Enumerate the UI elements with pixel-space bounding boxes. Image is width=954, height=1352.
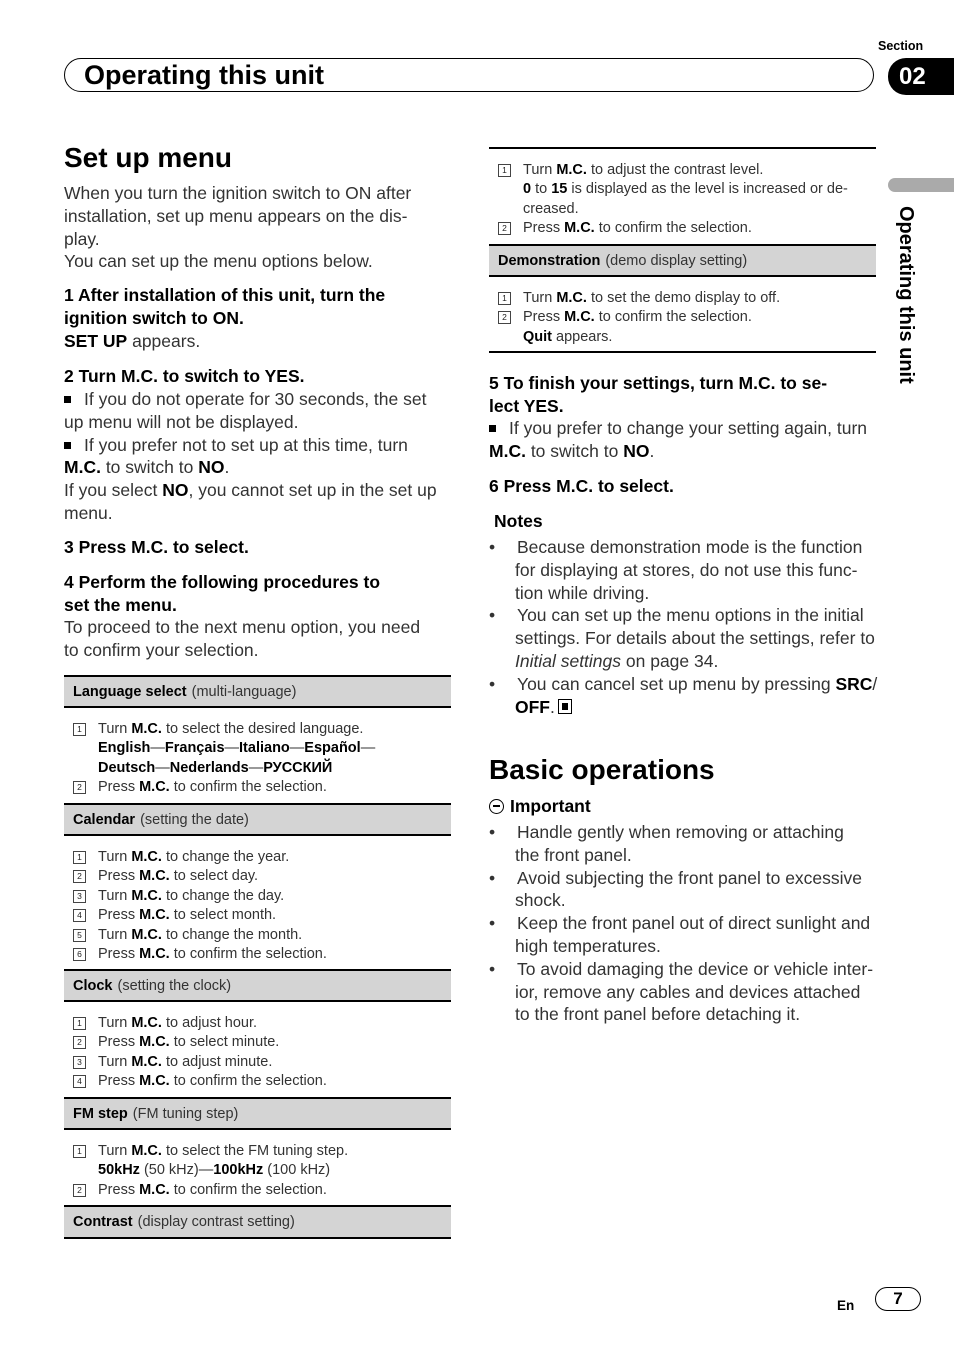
- keyword: 0: [523, 181, 532, 198]
- basic-operations-heading: Basic operations: [489, 754, 715, 785]
- important-icon: [489, 799, 504, 814]
- bullet: •: [489, 605, 496, 626]
- bullet: •: [489, 822, 496, 842]
- text: (50 kHz): [139, 1162, 199, 1179]
- text: Turn: [523, 290, 557, 306]
- text-line: installation, set up menu appears on the dis-: [64, 205, 408, 226]
- text: appears.: [552, 328, 613, 345]
- divider: [489, 147, 876, 149]
- separator: —: [155, 759, 170, 776]
- step-number: 1: [498, 164, 511, 177]
- language-select-band: [64, 675, 451, 708]
- text: is displayed as the level is increased or de-: [567, 181, 848, 198]
- important-list: [489, 821, 873, 1026]
- text: Avoid subjecting the front panel to excessive: [517, 867, 863, 888]
- step-number: 1: [73, 723, 86, 736]
- option: Nederlands: [169, 759, 249, 776]
- clock-steps: [73, 1014, 327, 1092]
- step-number: 3: [73, 1056, 86, 1069]
- text: Press: [523, 309, 565, 326]
- text-line: set the menu.: [64, 594, 177, 615]
- text: .: [550, 696, 555, 717]
- section-number: 02: [888, 58, 954, 95]
- text: Turn: [523, 162, 557, 178]
- text-line: To proceed to the next menu option, you need: [64, 617, 421, 637]
- keyword: M.C.: [564, 220, 595, 237]
- step-number: 3: [73, 890, 86, 903]
- keyword: M.C.: [139, 907, 170, 924]
- side-tab-label: Operating this unit: [895, 206, 917, 384]
- text: Press: [98, 779, 140, 796]
- band-subtitle: (demo display setting): [605, 252, 748, 269]
- option: English: [98, 740, 151, 757]
- text: to adjust hour.: [161, 1015, 258, 1031]
- text: to select day.: [169, 868, 259, 885]
- text: to confirm the selection.: [169, 1181, 327, 1198]
- step-4-text: [64, 616, 420, 662]
- step-number: 2: [498, 222, 511, 235]
- text: to confirm the selection.: [169, 779, 327, 796]
- keyword: M.C.: [489, 440, 526, 461]
- text: You can cancel set up menu by pressing: [517, 673, 836, 694]
- text: Press: [523, 220, 565, 237]
- band-subtitle: (multi-language): [191, 683, 297, 700]
- keyword: M.C.: [131, 849, 162, 865]
- text: (100 kHz): [263, 1162, 331, 1179]
- text: Keep the front panel out of direct sunlight and: [517, 913, 871, 934]
- step-number: 6: [73, 948, 86, 961]
- band-subtitle: (setting the date): [140, 811, 249, 828]
- separator: —: [150, 740, 165, 757]
- text: to confirm the selection.: [169, 946, 327, 963]
- text: Important: [510, 796, 591, 816]
- band-title: Language select: [73, 683, 187, 700]
- calendar-steps: [73, 848, 327, 964]
- text-line: 4 Perform the following procedures to: [64, 572, 381, 592]
- text: to select month.: [169, 907, 277, 924]
- step-2-text: [64, 388, 437, 525]
- calendar-band: [64, 803, 451, 836]
- text-line: When you turn the ignition switch to ON after: [64, 183, 412, 203]
- fm-step-steps: [73, 1142, 348, 1200]
- step-number: 5: [73, 929, 86, 942]
- bullet: •: [489, 537, 496, 557]
- bullet: •: [489, 958, 496, 979]
- step-5-text: [489, 417, 867, 463]
- text: to select minute.: [169, 1034, 280, 1051]
- text-line: ignition switch to ON.: [64, 307, 244, 328]
- keyword: M.C.: [131, 1143, 162, 1159]
- step-number: 2: [498, 311, 511, 324]
- option: Español: [304, 740, 361, 757]
- bullet: •: [489, 867, 496, 888]
- separator: —: [198, 1162, 214, 1179]
- text: Press: [98, 1034, 140, 1051]
- keyword: M.C.: [556, 162, 587, 178]
- step-number: 4: [73, 909, 86, 922]
- text: Turn: [98, 721, 132, 737]
- text: To avoid damaging the device or vehicle inter-: [517, 958, 874, 979]
- divider: [489, 351, 876, 353]
- text: Turn: [98, 887, 132, 904]
- text: to switch to: [100, 457, 199, 478]
- notes-title: Notes: [494, 511, 543, 531]
- text: to adjust minute.: [161, 1053, 273, 1070]
- text: .: [649, 440, 655, 461]
- text-line: settings. For details about the settings, refer to: [515, 628, 875, 649]
- text-line: for displaying at stores, do not use this func-: [515, 559, 858, 580]
- text: You can set up the menu options in the initial: [517, 605, 864, 626]
- separator: —: [248, 759, 264, 776]
- text-line: high temperatures.: [515, 935, 661, 956]
- language-select-steps: [73, 720, 375, 798]
- text-line: You can set up the menu options below.: [64, 251, 373, 272]
- option: Deutsch: [98, 759, 156, 776]
- text: to confirm the selection.: [169, 1073, 327, 1090]
- text: to select the FM tuning step.: [161, 1143, 349, 1159]
- step-number: 2: [73, 870, 86, 883]
- page-number: 7: [875, 1287, 921, 1311]
- option: РУССКИЙ: [263, 759, 333, 776]
- text-line: play.: [64, 228, 100, 249]
- keyword: M.C.: [64, 457, 101, 478]
- keyword: OFF: [515, 696, 550, 717]
- text: If you prefer to change your setting again, turn: [509, 418, 867, 438]
- text: Turn: [98, 926, 132, 943]
- option: 100kHz: [213, 1162, 264, 1179]
- band-title: FM step: [73, 1105, 128, 1122]
- option: Italiano: [239, 740, 290, 757]
- text: to select the desired language.: [161, 721, 364, 737]
- intro-paragraph: [64, 182, 411, 273]
- text: on page 34.: [621, 650, 719, 671]
- band-title: Contrast: [73, 1214, 133, 1230]
- step-4-heading: [64, 571, 380, 617]
- text-line: creased.: [523, 200, 579, 217]
- keyword: M.C.: [131, 721, 162, 737]
- separator: —: [289, 740, 305, 757]
- option: Français: [164, 740, 225, 757]
- text: If you prefer not to set up at this time, turn: [84, 434, 408, 455]
- keyword: Quit: [523, 328, 552, 345]
- demonstration-band: [489, 244, 876, 277]
- step-6-heading: 6 Press M.C. to select.: [489, 476, 674, 496]
- text: to: [531, 181, 552, 198]
- keyword: M.C.: [139, 1181, 170, 1198]
- keyword: 15: [551, 181, 568, 198]
- step-number: 1: [73, 1145, 86, 1158]
- text: to change the year.: [161, 849, 290, 865]
- keyword: M.C.: [139, 1034, 170, 1051]
- text: to change the day.: [161, 887, 285, 904]
- step-number: 1: [498, 292, 511, 305]
- keyword: SRC: [835, 673, 873, 694]
- side-tab-bar: [888, 178, 954, 192]
- text-line: 1 After installation of this unit, turn the: [64, 285, 386, 305]
- text-line: to confirm your selection.: [64, 639, 259, 660]
- cross-reference: Initial settings: [515, 650, 622, 671]
- step-3-heading: 3 Press M.C. to select.: [64, 537, 249, 557]
- text: Press: [98, 946, 140, 963]
- separator: —: [360, 740, 376, 757]
- step-number: 4: [73, 1075, 86, 1088]
- text-line: 5 To finish your settings, turn M.C. to se-: [489, 373, 828, 393]
- notes-list: • Because demonstration mode is the function for displaying at stores, do not use this func- tion while driving. • You can set up the menu options in the initial settings. For details about the settings, refer to Initial settings on page 34. • You can cancel set up menu by pressing SRC/ OFF.: [489, 537, 878, 717]
- fm-step-band: [64, 1097, 451, 1130]
- demonstration-steps: [498, 289, 780, 347]
- keyword: M.C.: [131, 887, 162, 904]
- keyword: M.C.: [131, 1015, 162, 1031]
- text: to confirm the selection.: [594, 220, 752, 237]
- text-line: menu.: [64, 502, 113, 523]
- step-5-heading: [489, 372, 827, 418]
- band-title: Clock: [73, 977, 113, 994]
- keyword: M.C.: [139, 779, 170, 796]
- text-line: ior, remove any cables and devices attached: [515, 981, 861, 1002]
- step-number: 1: [73, 1017, 86, 1030]
- step-number: 2: [73, 1184, 86, 1197]
- text: Press: [98, 1181, 140, 1198]
- text: If you select: [64, 480, 163, 501]
- text: Press: [98, 868, 140, 885]
- keyword: M.C.: [564, 309, 595, 326]
- bullet-square-icon: [64, 396, 71, 403]
- keyword: NO: [162, 480, 189, 501]
- step-number: 2: [73, 1036, 86, 1049]
- text: Turn: [98, 1053, 132, 1070]
- text: to switch to: [525, 440, 624, 461]
- contrast-steps: [498, 161, 848, 239]
- text: Press: [98, 1073, 140, 1090]
- step-number: 2: [73, 781, 86, 794]
- text: Because demonstration mode is the function: [517, 537, 863, 557]
- keyword: M.C.: [556, 290, 587, 306]
- text: Press: [98, 907, 140, 924]
- keyword: M.C.: [139, 1073, 170, 1090]
- band-title: Calendar: [73, 811, 136, 828]
- step-number: 1: [73, 851, 86, 864]
- bullet: •: [489, 673, 496, 694]
- section-label: Section: [878, 39, 924, 53]
- end-mark-icon: [558, 699, 572, 714]
- text: appears.: [127, 331, 201, 351]
- text: Turn: [98, 849, 132, 865]
- bullet: •: [489, 913, 496, 934]
- clock-band: [64, 969, 451, 1002]
- step-2-heading: 2 Turn M.C. to switch to YES.: [64, 366, 305, 386]
- keyword: NO: [623, 440, 650, 461]
- text-line: the front panel.: [515, 844, 632, 865]
- separator: —: [224, 740, 240, 757]
- text: to set the demo display to off.: [586, 290, 781, 306]
- text: to adjust the contrast level.: [586, 162, 764, 178]
- step-1-heading: [64, 284, 385, 330]
- option: 50kHz: [98, 1162, 140, 1179]
- step-1-text: [64, 330, 200, 353]
- text: If you do not operate for 30 seconds, the set: [84, 389, 427, 409]
- important-title: [489, 795, 591, 818]
- bullet-square-icon: [489, 425, 496, 432]
- bullet-square-icon: [64, 442, 71, 449]
- text: Turn: [98, 1015, 132, 1031]
- keyword: SET UP: [64, 331, 128, 351]
- keyword: M.C.: [131, 926, 162, 943]
- set-up-menu-heading: Set up menu: [64, 142, 233, 173]
- keyword: M.C.: [139, 868, 170, 885]
- text: to change the month.: [161, 926, 303, 943]
- text-line: tion while driving.: [515, 582, 650, 603]
- text-line: up menu will not be displayed.: [64, 411, 299, 432]
- band-subtitle: (setting the clock): [117, 977, 232, 994]
- text-line: shock.: [515, 890, 566, 911]
- keyword: M.C.: [139, 946, 170, 963]
- text: , you cannot set up in the set up: [188, 480, 437, 501]
- text: Handle gently when removing or attaching: [517, 822, 844, 842]
- text: Turn: [98, 1143, 132, 1159]
- band-title: Demonstration: [498, 252, 601, 269]
- text: to confirm the selection.: [594, 309, 752, 326]
- contrast-band: [64, 1205, 451, 1239]
- band-subtitle: (display contrast setting): [137, 1214, 295, 1230]
- text: .: [224, 457, 230, 478]
- text-line: to the front panel before detaching it.: [515, 1004, 801, 1025]
- keyword: M.C.: [131, 1053, 162, 1070]
- language-code: En: [837, 1298, 855, 1313]
- band-subtitle: (FM tuning step): [132, 1105, 239, 1122]
- keyword: NO: [198, 457, 225, 478]
- text-line: lect YES.: [489, 395, 564, 416]
- page-title: Operating this unit: [84, 60, 324, 90]
